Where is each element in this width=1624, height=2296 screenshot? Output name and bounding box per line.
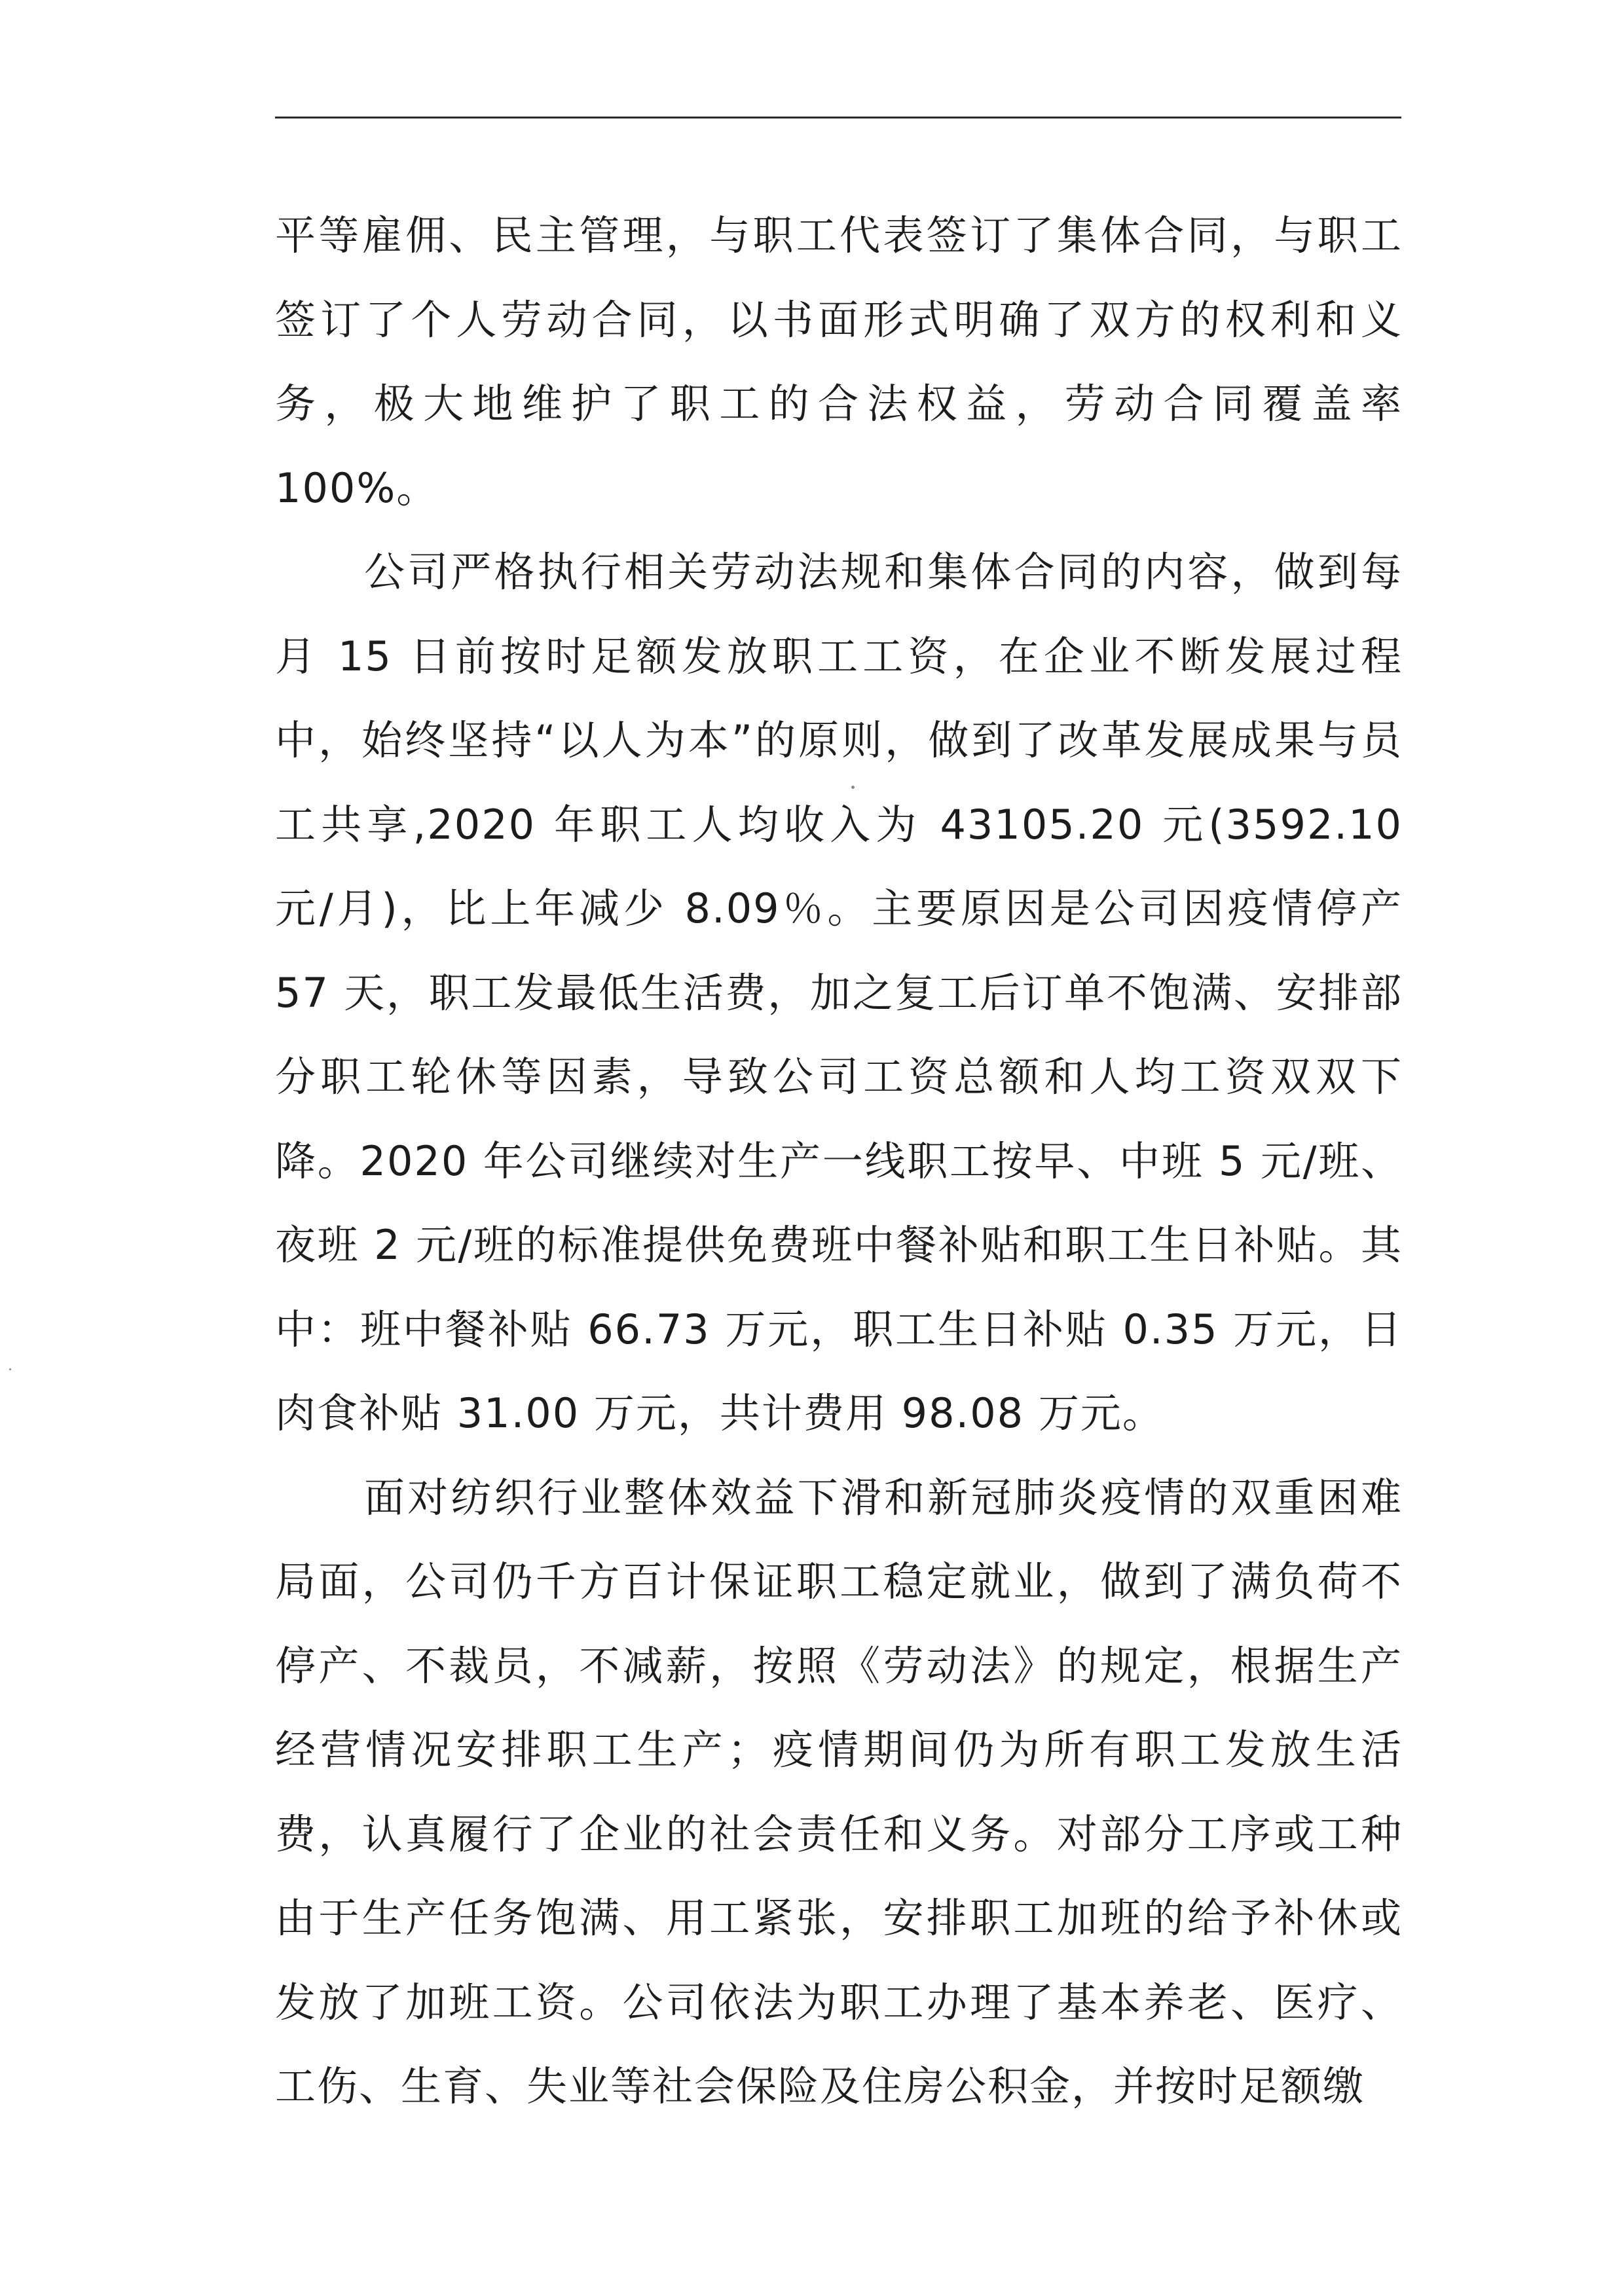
document-body: [275, 194, 1403, 2129]
header-rule: [275, 117, 1401, 118]
scan-speck: [9, 1368, 11, 1370]
paragraph-continuation: 平等雇佣、民主管理，与职工代表签订了集体合同，与职工签订了个人劳动合同，以书面形式明确了双方的权利和义务，极大地维护了职工的合法权益，劳动合同覆盖率 100%。: [275, 211, 1403, 512]
paragraph-employment: 面对纺织行业整体效益下滑和新冠肺炎疫情的双重困难局面，公司仍千方百计保证职工稳定就业，做到了满负荷不停产、不裁员，不减薪，按照《劳动法》的规定，根据生产经营情况安排职工生产；疫情期间仍为所有职工发放生活费，认真履行了企业的社会责任和义务。对部分工序或工种由于生产任务饱满、用工紧张，安排职工加班的给予补休或发放了加班工资。公司依法为职工办理了基本养老、医疗、工伤、生育、失业等社会保险及住房公积金，并按时足额缴: [275, 1473, 1403, 2110]
scan-speck: [851, 786, 855, 789]
paragraph-wages: 公司严格执行相关劳动法规和集体合同的内容，做到每月 15 日前按时足额发放职工工资，在企业不断发展过程中，始终坚持“以人为本”的原则，做到了改革发展成果与员工共享,2020 年职工人均收入为 43105.20 元(3592.10 元/月)，比上年减少 8.09％。主要原因是公司因疫情停产 57 天，职工发最低生活费，加之复工后订单不饱满、安排部分职工轮休等因素，导致公司工资总额和人均工资双双下降。2020 年公司继续对生产一线职工按早、中班 5 元/班、夜班 2 元/班的标准提供免费班中餐补贴和职工生日补贴。其中：班中餐补贴 66.73 万元，职工生日补贴 0.35 万元，日肉食补贴 31.00 万元，共计费用 98.08 万元。: [275, 548, 1403, 1437]
